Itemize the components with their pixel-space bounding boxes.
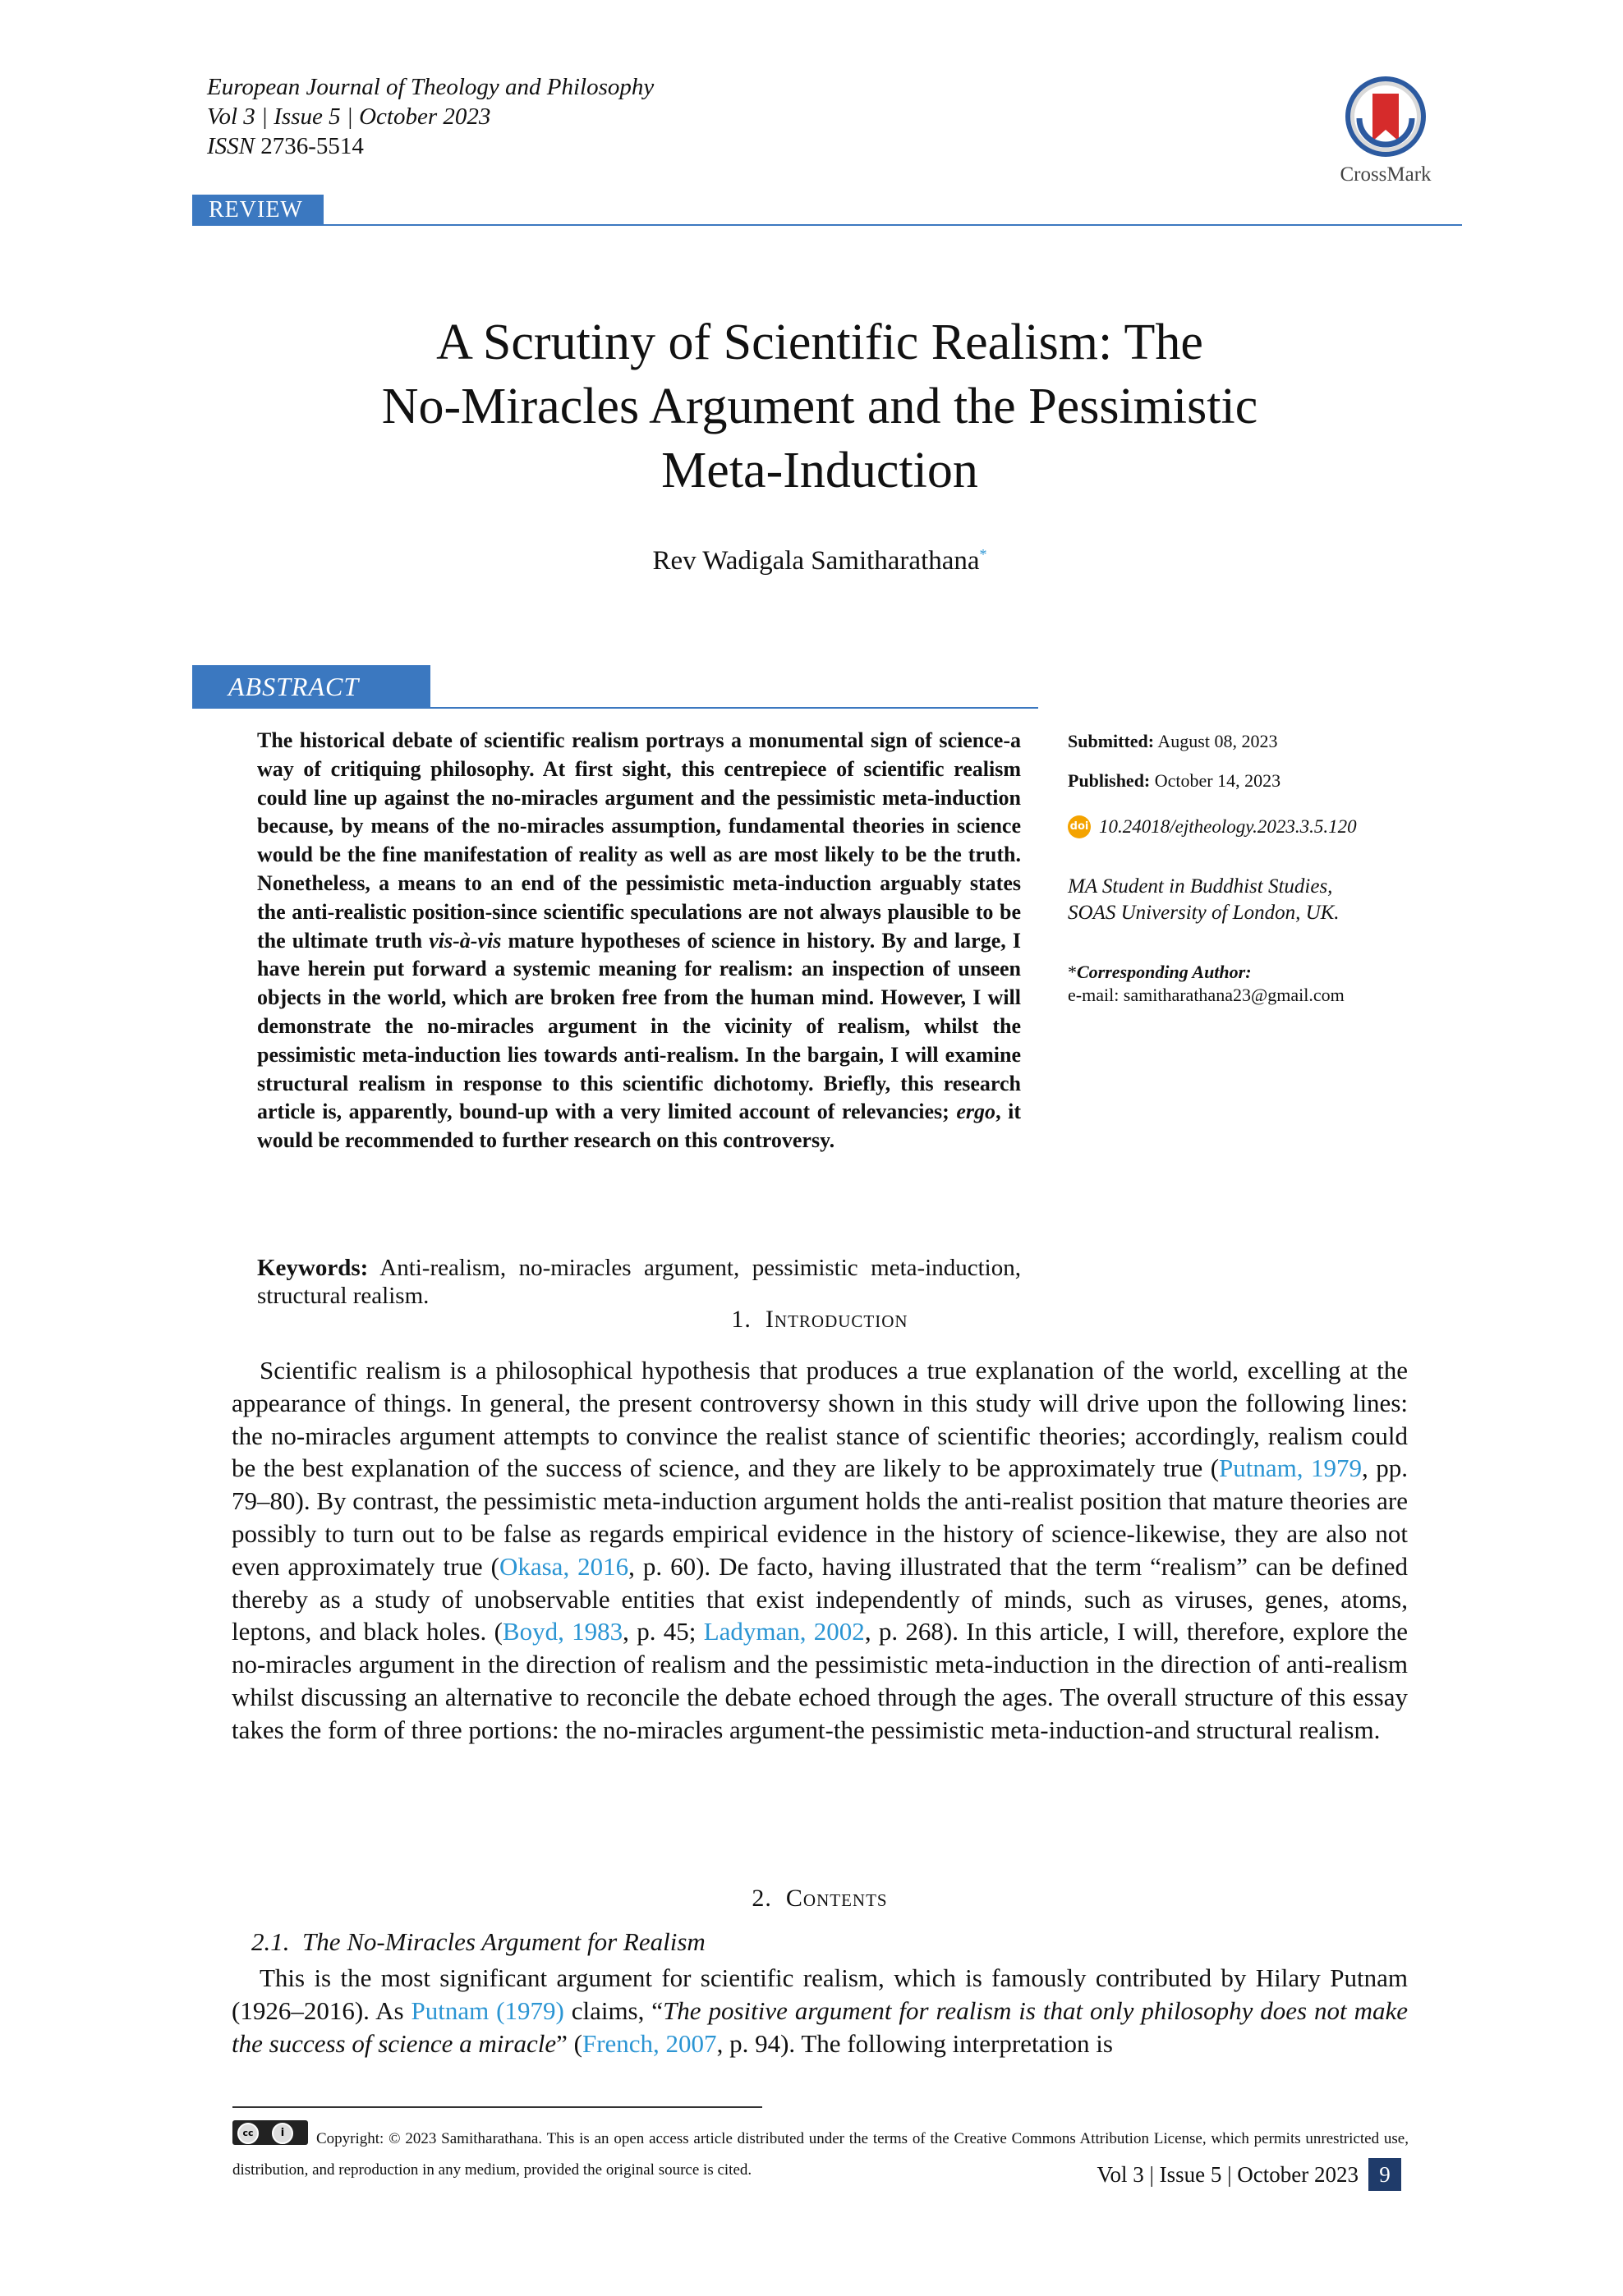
article-meta-panel [1068,729,1462,1007]
citation-link[interactable]: Putnam, 1979 [1219,1453,1362,1483]
abstract-text-2: mature hypotheses of science in history. By and large, I have herein put forward a systemic meaning for realism: an inspection of unseen objects in the world, which are broken free from the human mind. However, I will demonstrate the no-miracles argument in the vicinity of realism, whilst the pessimistic meta-induction lies towards anti-realism. In the bargain, I will examine structural realism in response to this scientific dichotomy. Briefly, this research article is, apparently, bound-up with a very limited account of relevancies; [257,928,1021,1124]
doi-link[interactable] [1068,815,1462,839]
intro-text: , p. 268). In this article, I will, therefore, explore the no-miracles argument in the direction of realism and the pessimistic meta-induction in the direction of anti-realism whilst discussing an alternative to reconcile the debate echoed through the ages. The overall structure of this essay takes the form of three portions: the no-miracles argument-the pessimistic meta-induction-and structural realism. [232,1617,1408,1744]
section-number: 1. [731,1306,752,1333]
abstract-rule [192,707,1038,709]
issn-label: ISSN [207,133,255,159]
section-title: Contents [785,1885,888,1912]
corresponding-author [1068,961,1462,1007]
abstract-text-1: The historical debate of scientific realism portrays a monumental sign of science-a way of critiquing philosophy. At first sight, this centrepiece of scientific realism could line up against the no-miracles argument and the pessimistic meta-induction because, by means of the no-miracles assumption, fundamental theories in science would be the fine manifestation of reality as well as are most likely to be the truth. Nonetheless, a means to an end of the pessimistic meta-induction arguably states the anti-realistic position-since scientific speculations are not always plausible to be the ultimate truth [257,728,1021,953]
citation-link[interactable]: French, 2007 [582,2028,717,2058]
author-footnote-mark[interactable]: * [979,546,987,563]
running-footer-text: Vol 3 | Issue 5 | October 2023 [1097,2162,1359,2187]
crossmark-icon [1345,76,1427,158]
abstract-italic-1: vis-à-vis [429,928,502,953]
volume-line: Vol 3 | Issue 5 | October 2023 [207,103,491,130]
title-line-3: Meta-Induction [661,443,978,498]
submitted-date: August 08, 2023 [1157,731,1278,751]
citation-link[interactable]: Boyd, 1983 [502,1617,623,1646]
title-line-1: A Scrutiny of Scientific Realism: The [436,315,1203,370]
published-label: Published: [1068,770,1151,791]
published-date: October 14, 2023 [1154,770,1281,791]
keywords-list: Anti-realism, no-miracles argument, pessimistic meta-induction, structural realism. [257,1255,1021,1309]
journal-name: European Journal of Theology and Philosophy [207,74,655,100]
footnote-rule [232,2106,762,2108]
article-title [205,310,1434,503]
published-row [1068,769,1462,793]
section-heading-contents [205,1885,1434,1913]
contents-text: ” ( [556,2028,582,2058]
section-title: Introduction [765,1306,908,1333]
contents-text: claims, “ [563,1995,664,2025]
corr-label: Corresponding Author: [1077,962,1252,982]
journal-info [207,72,654,161]
citation-link[interactable]: Putnam (1979) [411,1995,564,2025]
affiliation-line-2: SOAS University of London, UK. [1068,902,1340,924]
issn-line [207,131,654,161]
affiliation [1068,874,1462,926]
contents-text: This is the most significant argument for scientific realism, which is famously contributed by Hilary Putnam (1926–2016). As [232,1963,1408,2025]
introduction-paragraph [232,1354,1408,1747]
by-icon: i [272,2123,293,2144]
submitted-row [1068,729,1462,754]
cc-icon: cc [237,2123,259,2144]
copyright-notice: Copyright: © 2023 Samitharathana. This is an open access article distributed under the terms of the Creative Commons Attribution License, which permits unrestricted use, distribution, and reproduction in any medium, provided the original source is cited. [232,2130,1409,2179]
crossmark-badge[interactable] [1332,76,1439,186]
citation-link[interactable]: Okasa, 2016 [499,1551,629,1581]
header-rule [192,224,1462,226]
keywords [257,1254,1021,1310]
abstract-italic-2: ergo [956,1100,996,1124]
abstract-heading: ABSTRACT [192,665,430,708]
intro-text: , p. 60). De facto, having illustrated that the term “realism” can be defined thereby as a study of unobservable entities that exist independently of minds, such as viruses, genes, atoms, leptons, and black holes. ( [232,1551,1408,1646]
quote-text: The positive argument for realism is that only philosophy does not make the success of science a miracle [232,1995,1408,2058]
running-footer [1084,2158,1406,2191]
doi-icon: doi [1068,815,1091,838]
submitted-label: Submitted: [1068,731,1155,751]
crossmark-label: CrossMark [1340,163,1432,186]
doi-text: 10.24018/ejtheology.2023.3.5.120 [1099,816,1357,837]
subsection-heading [251,1927,706,1957]
intro-text: , p. 45; [623,1617,704,1646]
citation-link[interactable]: Ladyman, 2002 [703,1617,865,1646]
page-number: 9 [1368,2158,1401,2191]
corr-email[interactable]: e-mail: samitharathana23@gmail.com [1068,985,1345,1005]
contents-text: , p. 94). The following interpretation is [716,2028,1113,2058]
intro-text: , pp. 79–80). By contrast, the pessimistic meta-induction argument holds the anti-realist position that mature theories are possibly to turn out to be false as regards empirical evidence in the history of science-likewise, they are also not even approximately true ( [232,1453,1408,1581]
abstract-text-3: , it would be recommended to further research on this controversy. [257,1100,1021,1153]
section-heading-introduction [205,1306,1434,1334]
author-name: Rev Wadigala Samitharathana [652,546,980,576]
issn-value: 2736-5514 [260,133,364,159]
intro-text: Scientific realism is a philosophical hypothesis that produces a true explanation of the world, excelling at the appearance of things. In general, the present controversy shown in this study will drive upon the following lines: the no-miracles argument attempts to convince the realist stance of scientific theories; accordingly, realism could be the best explanation of the success of science, and they are likely to be approximately true ( [232,1356,1408,1483]
subsection-title: The No-Miracles Argument for Realism [302,1927,706,1956]
title-line-2: No-Miracles Argument and the Pessimistic [381,379,1258,434]
abstract-body [257,727,1021,1155]
author-line [205,546,1434,576]
contents-paragraph [232,1962,1408,2060]
affiliation-line-1: MA Student in Buddhist Studies, [1068,875,1333,898]
corr-star: * [1068,962,1077,982]
article-type-badge: REVIEW [192,195,324,226]
subsection-number: 2.1. [251,1927,290,1956]
section-number: 2. [752,1885,772,1912]
keywords-label: Keywords: [257,1255,369,1281]
